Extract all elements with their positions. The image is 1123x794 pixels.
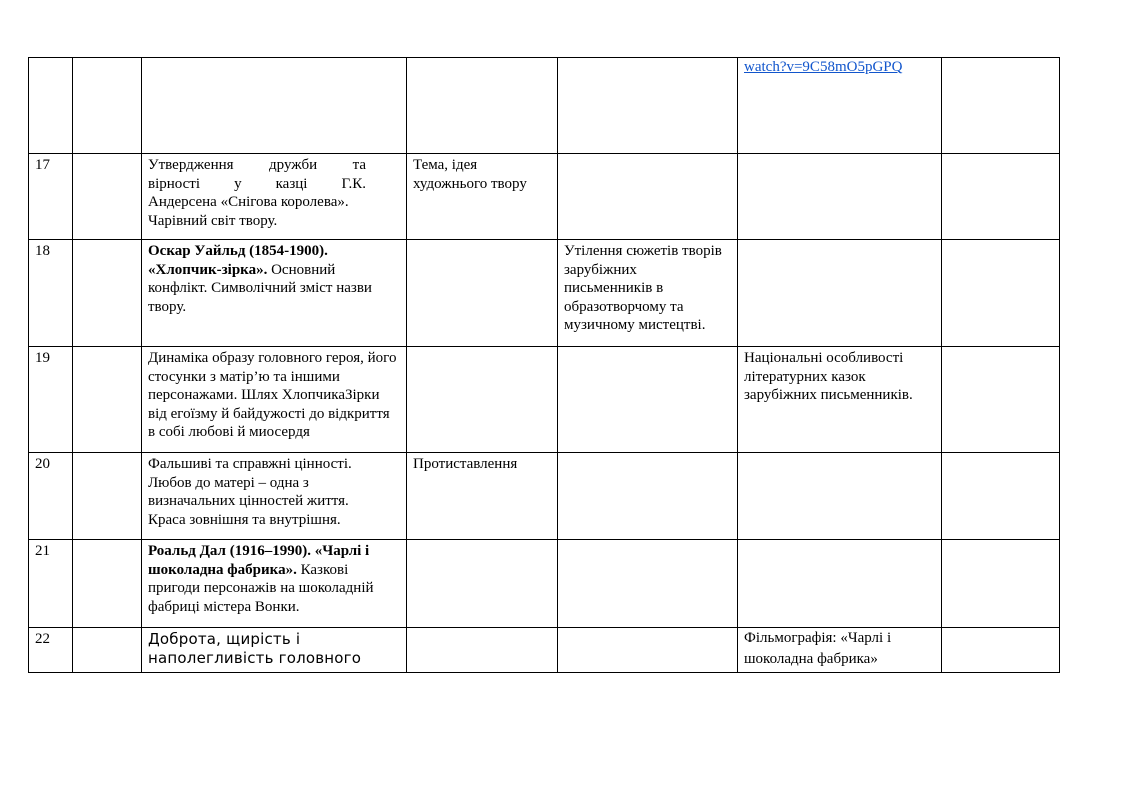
row-number-cell: 21 xyxy=(29,540,73,628)
topic-cell xyxy=(142,540,407,628)
hours-cell xyxy=(73,240,142,347)
hours-cell xyxy=(73,540,142,628)
extra-cell xyxy=(738,240,942,347)
theory-cell: Тема, ідея художнього твору xyxy=(407,154,558,240)
extra-cell: Національні особливості літературних казок зарубіжних письменників. xyxy=(738,347,942,453)
theory-cell xyxy=(407,540,558,628)
hours-cell xyxy=(73,58,142,154)
topic-cell: Динаміка образу головного героя, його стосунки з матір’ю та іншими персонажами. Шлях ХлопчикаЗірки від егоїзму й байдужості до відкриття в собі любові й миосердя xyxy=(142,347,407,453)
topic-cell: Доброта, щирість і наполегливість головного xyxy=(142,628,407,673)
table-row xyxy=(29,628,1060,673)
topic-text: Казкові пригоди персонажів на шоколадній фабриці містера Вонки. xyxy=(148,561,374,615)
extra-cell xyxy=(738,453,942,540)
topic-cell: Фальшиві та справжні цінності. Любов до матері – одна з визначальних цінностей життя. Краса зовнішня та внутрішня. xyxy=(142,453,407,540)
notes-cell xyxy=(942,347,1060,453)
table-row xyxy=(29,347,1060,453)
topic-cell xyxy=(142,58,407,154)
notes-cell xyxy=(942,540,1060,628)
hours-cell xyxy=(73,453,142,540)
art-connection-cell xyxy=(558,453,738,540)
notes-cell xyxy=(942,628,1060,673)
table-row xyxy=(29,154,1060,240)
extra-cell xyxy=(738,540,942,628)
row-number-cell: 20 xyxy=(29,453,73,540)
lesson-plan-table xyxy=(28,57,1060,673)
extra-cell xyxy=(738,58,942,154)
topic-line: Утвердження дружби та xyxy=(148,157,366,173)
art-connection-cell xyxy=(558,58,738,154)
art-connection-cell xyxy=(558,347,738,453)
art-connection-cell xyxy=(558,628,738,673)
art-connection-cell xyxy=(558,154,738,240)
topic-cell xyxy=(142,240,407,347)
topic-line: вірності у казці Г.К. xyxy=(148,175,366,192)
table-row xyxy=(29,453,1060,540)
row-number-cell: 17 xyxy=(29,154,73,240)
notes-cell xyxy=(942,154,1060,240)
row-number-cell: 22 xyxy=(29,628,73,673)
author-work-title: Оскар Уайльд (1854-1900). «Хлопчик-зірка». xyxy=(148,243,328,278)
theory-cell: Протиставлення xyxy=(407,453,558,540)
table-row xyxy=(29,540,1060,628)
theory-cell xyxy=(407,347,558,453)
video-link[interactable]: watch?v=9C58mO5pGPQ xyxy=(744,59,903,75)
theory-cell xyxy=(407,58,558,154)
theory-cell xyxy=(407,628,558,673)
row-number-cell xyxy=(29,58,73,154)
notes-cell xyxy=(942,240,1060,347)
extra-cell: Фільмографія: «Чарлі і шоколадна фабрика» xyxy=(738,628,942,673)
hours-cell xyxy=(73,628,142,673)
topic-text: Основний конфлікт. Символічний зміст назви твору. xyxy=(148,261,372,315)
table-row xyxy=(29,58,1060,154)
table-row xyxy=(29,240,1060,347)
theory-cell xyxy=(407,240,558,347)
topic-text: Андерсена «Снігова королева». Чарівний світ твору. xyxy=(148,194,349,229)
hours-cell xyxy=(73,347,142,453)
art-connection-cell: Утілення сюжетів творів зарубіжних письменників в образотворчому та музичному мистецтві. xyxy=(558,240,738,347)
notes-cell xyxy=(942,58,1060,154)
art-connection-cell xyxy=(558,540,738,628)
row-number-cell: 18 xyxy=(29,240,73,347)
notes-cell xyxy=(942,453,1060,540)
extra-cell xyxy=(738,154,942,240)
hours-cell xyxy=(73,154,142,240)
row-number-cell: 19 xyxy=(29,347,73,453)
author-work-title: Роальд Дал (1916–1990). «Чарлі і шоколадна фабрика». xyxy=(148,543,370,578)
topic-cell xyxy=(142,154,407,240)
